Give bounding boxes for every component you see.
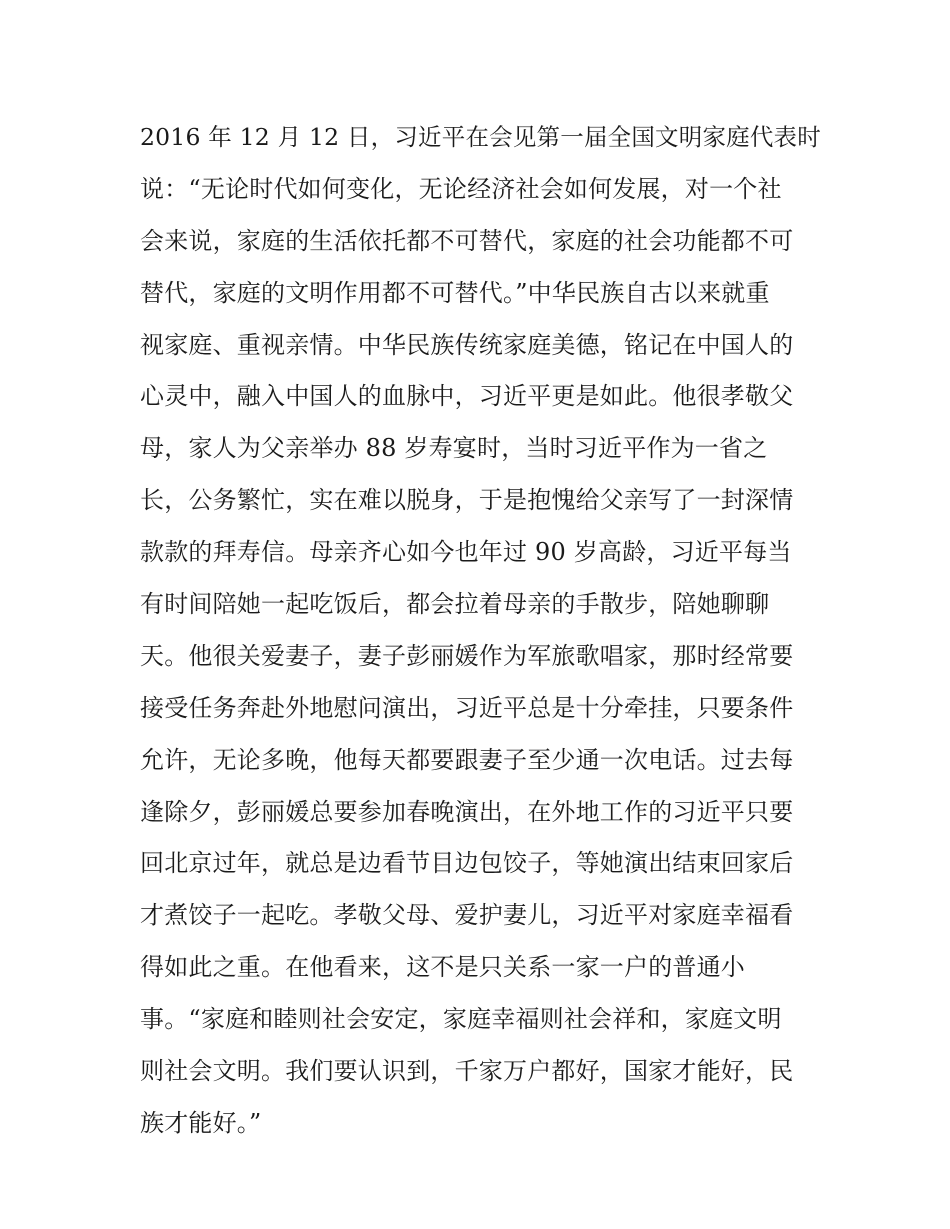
paragraph-line-8: 长，公务繁忙，实在难以脱身，于是抱愧给父亲写了一封深情 [140,486,794,515]
paragraph-line-5: 视家庭、重视亲情。中华民族传统家庭美德，铭记在中国人的 [140,330,794,359]
paragraph-line-19: 则社会文明。我们要认识到，千家万户都好，国家才能好，民 [140,1057,794,1086]
paragraph-line-7: 母，家人为父亲举办 88 岁寿宴时，当时习近平作为一省之 [140,434,768,463]
paragraph-line-15: 回北京过年，就总是边看节目边包饺子，等她演出结束回家后 [140,849,794,878]
paragraph-line-16: 才煮饺子一起吃。孝敬父母、爱护妻儿，习近平对家庭幸福看 [140,901,794,930]
paragraph-line-4: 替代，家庭的文明作用都不可替代。”中华民族自古以来就重 [140,278,770,307]
paragraph-line-11: 天。他很关爱妻子，妻子彭丽媛作为军旅歌唱家，那时经常要 [140,641,794,670]
paragraph-line-17: 得如此之重。在他看来，这不是只关系一家一户的普通小 [140,953,745,982]
paragraph-line-20: 族才能好。” [140,1108,262,1137]
paragraph-line-18: 事。“家庭和睦则社会安定，家庭幸福则社会祥和，家庭文明 [140,1005,782,1034]
paragraph-line-10: 有时间陪她一起吃饭后，都会拉着母亲的手散步，陪她聊聊 [140,590,770,619]
paragraph-line-3: 会来说，家庭的生活依托都不可替代，家庭的社会功能都不可 [140,226,794,255]
paragraph-line-13: 允许，无论多晚，他每天都要跟妻子至少通一次电话。过去每 [140,745,794,774]
paragraph-line-9: 款款的拜寿信。母亲齐心如今也年过 90 岁高龄，习近平每当 [140,538,792,567]
paragraph-line-2: 说：“无论时代如何变化，无论经济社会如何发展，对一个社 [140,174,782,203]
paragraph [140,112,830,1150]
paragraph-line-6: 心灵中，融入中国人的血脉中，习近平更是如此。他很孝敬父 [140,382,794,411]
paragraph-line-14: 逢除夕，彭丽媛总要参加春晚演出，在外地工作的习近平只要 [140,797,794,826]
paragraph-line-12: 接受任务奔赴外地慰问演出，习近平总是十分牵挂，只要条件 [140,693,794,722]
paragraph-line-1: 2016 年 12 月 12 日，习近平在会见第一届全国文明家庭代表时 [140,123,821,151]
